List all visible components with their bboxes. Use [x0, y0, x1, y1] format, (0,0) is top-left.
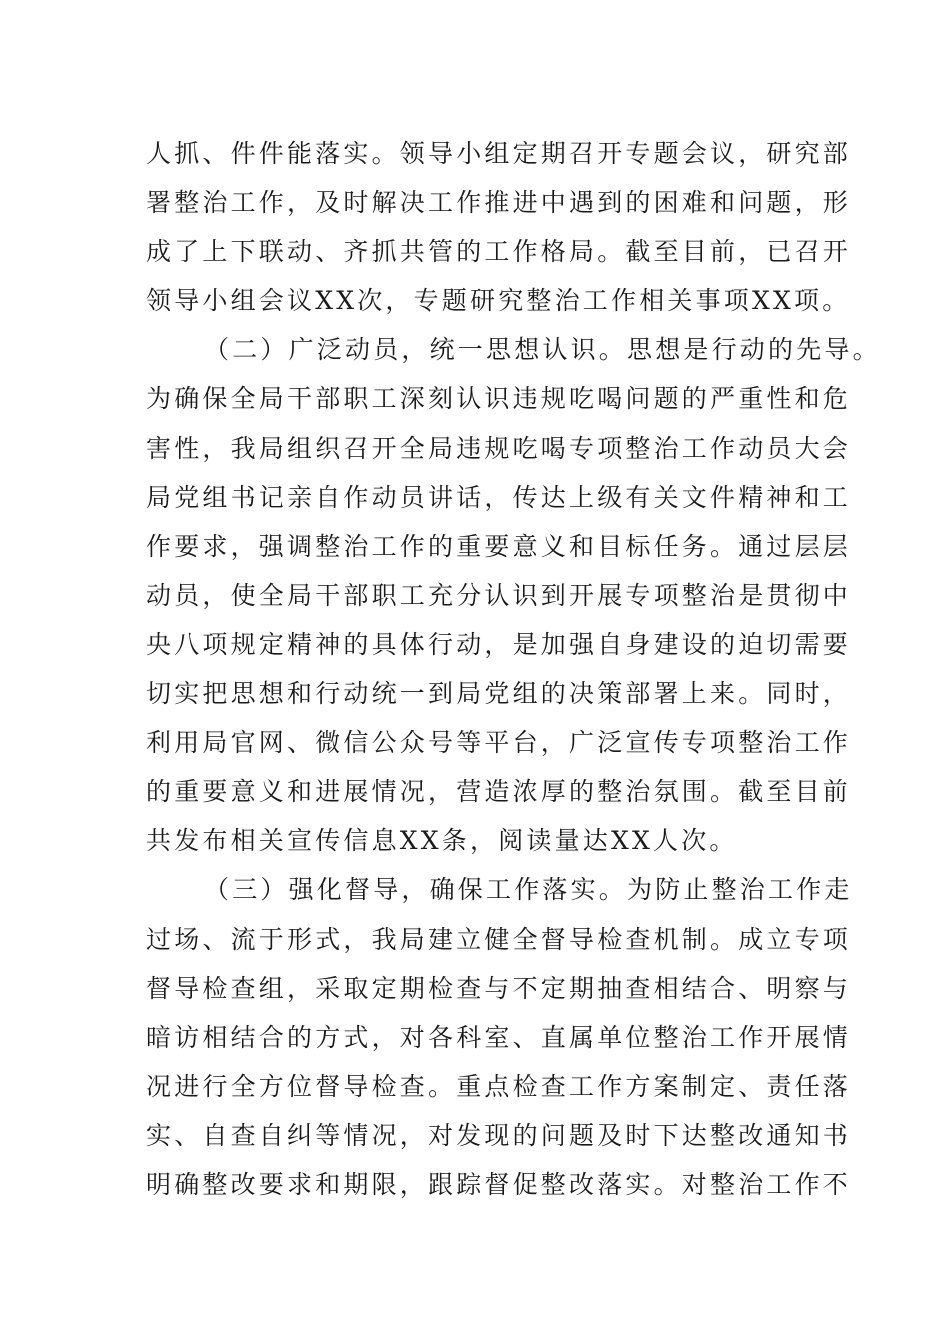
text-line: 切实把思想和行动统一到局党组的决策部署上来。同时，: [146, 679, 852, 709]
text-line: 过场、流于形式，我局建立健全督导检查机制。成立专项: [146, 924, 852, 954]
text-line: 动员，使全局干部职工充分认识到开展专项整治是贯彻中: [146, 580, 852, 610]
text-line: 实、自查自纠等情况，对发现的问题及时下达整改通知书: [146, 1120, 852, 1150]
text-line: 领导小组会议XX次，专题研究整治工作相关事项XX项。: [146, 286, 851, 316]
paragraph-heading-line: （三）强化督导，确保工作落实。为防止整治工作走: [204, 875, 853, 905]
paragraph-heading-line: （二）广泛动员，统一思想认识。思想是行动的先导。: [204, 335, 881, 365]
body-text: [146, 129, 881, 1209]
text-line: 央八项规定精神的具体行动，是加强自身建设的迫切需要: [146, 629, 852, 659]
text-line: 害性，我局组织召开全局违规吃喝专项整治工作动员大会: [146, 433, 852, 463]
text-line: 共发布相关宣传信息XX条，阅读量达XX人次。: [146, 826, 738, 856]
text-line: 利用局官网、微信公众号等平台，广泛宣传专项整治工作: [146, 728, 852, 758]
text-line: 督导检查组，采取定期检查与不定期抽查相结合、明察与: [146, 973, 852, 1003]
text-line: 暗访相结合的方式，对各科室、直属单位整治工作开展情: [146, 1022, 852, 1052]
text-line: 的重要意义和进展情况，营造浓厚的整治氛围。截至目前: [146, 777, 852, 807]
text-line: 明确整改要求和期限，跟踪督促整改落实。对整治工作不: [146, 1169, 852, 1199]
text-line: 成了上下联动、齐抓共管的工作格局。截至目前，已召开: [146, 237, 852, 267]
text-line: 人抓、件件能落实。领导小组定期召开专题会议，研究部: [146, 139, 852, 168]
text-line: 作要求，强调整治工作的重要意义和目标任务。通过层层: [146, 531, 852, 561]
text-line: 况进行全方位督导检查。重点检查工作方案制定、责任落: [146, 1071, 852, 1101]
text-line: 署整治工作，及时解决工作推进中遇到的困难和问题，形: [146, 188, 852, 218]
text-line: 为确保全局干部职工深刻认识违规吃喝问题的严重性和危: [146, 384, 852, 414]
text-line: 局党组书记亲自作动员讲话，传达上级有关文件精神和工: [146, 482, 852, 512]
